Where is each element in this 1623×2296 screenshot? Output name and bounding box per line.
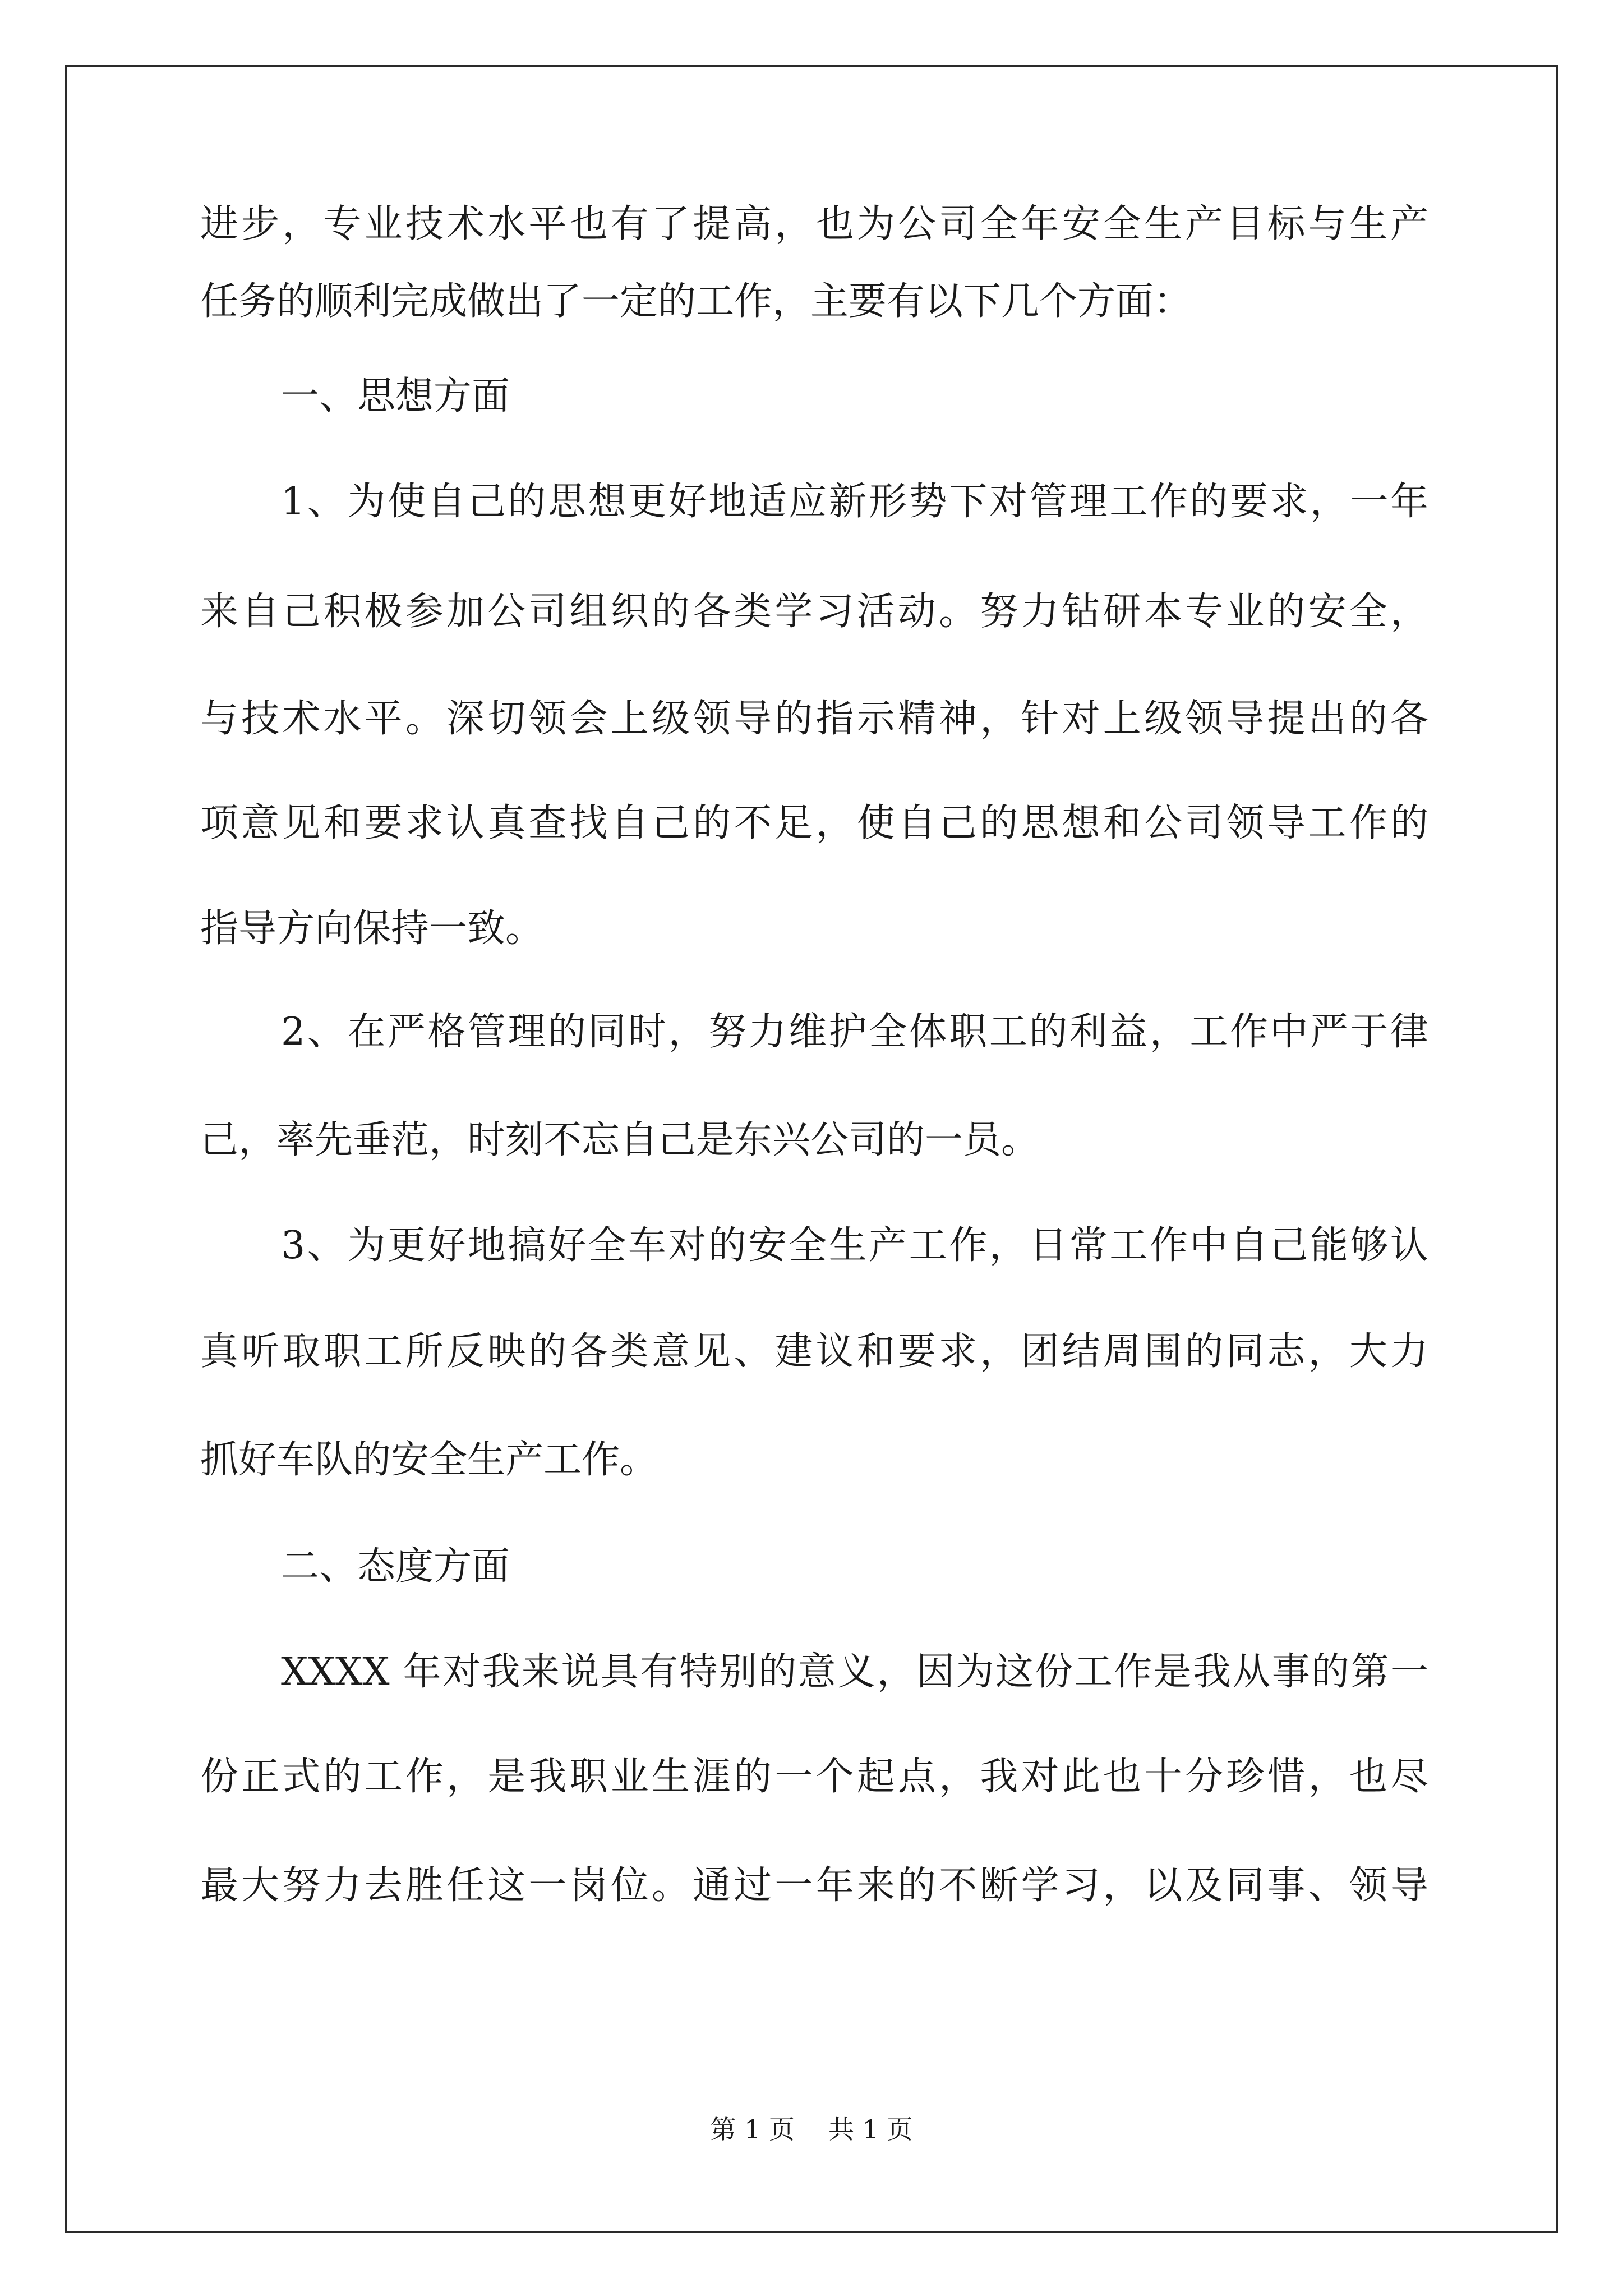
page-total: 共 1 页 (828, 2114, 913, 2145)
text-line: 份正式的工作，是我职业生涯的一个起点，我对此也十分珍惜，也尽 (200, 1755, 1428, 1799)
text-line: 与技术水平。深切领会上级领导的指示精神，针对上级领导提出的各 (200, 697, 1428, 741)
text-line: 一、思想方面 (281, 374, 510, 418)
text-line: 二、态度方面 (281, 1544, 510, 1589)
text-line: 指导方向保持一致。 (200, 907, 544, 951)
text-line: 进步，专业技术水平也有了提高，也为公司全年安全生产目标与生产 (200, 202, 1428, 246)
text-line: 1、为使自己的思想更好地适应新形势下对管理工作的要求，一年 (281, 480, 1428, 524)
text-line: 项意见和要求认真查找自己的不足，使自己的思想和公司领导工作的 (200, 801, 1428, 845)
page-footer (0, 2113, 1623, 2146)
text-line: 最大努力去胜任这一岗位。通过一年来的不断学习，以及同事、领导 (200, 1864, 1428, 1908)
text-line: 任务的顺利完成做出了一定的工作，主要有以下几个方面： (200, 279, 1192, 324)
text-line: 抓好车队的安全生产工作。 (200, 1438, 658, 1482)
text-line: 真听取职工所反映的各类意见、建议和要求，团结周围的同志，大力 (200, 1329, 1428, 1374)
text-line: 来自己积极参加公司组织的各类学习活动。努力钻研本专业的安全， (200, 590, 1428, 634)
text-line: 3、为更好地搞好全车对的安全生产工作，日常工作中自己能够认 (281, 1223, 1428, 1268)
text-line: 己，率先垂范，时刻不忘自己是东兴公司的一员。 (200, 1118, 1040, 1162)
page-number: 第 1 页 (710, 2114, 795, 2145)
text-line: XXXX 年对我来说具有特别的意义，因为这份工作是我从事的第一 (281, 1650, 1428, 1694)
text-line: 2、在严格管理的同时，努力维护全体职工的利益，工作中严于律 (281, 1010, 1428, 1054)
